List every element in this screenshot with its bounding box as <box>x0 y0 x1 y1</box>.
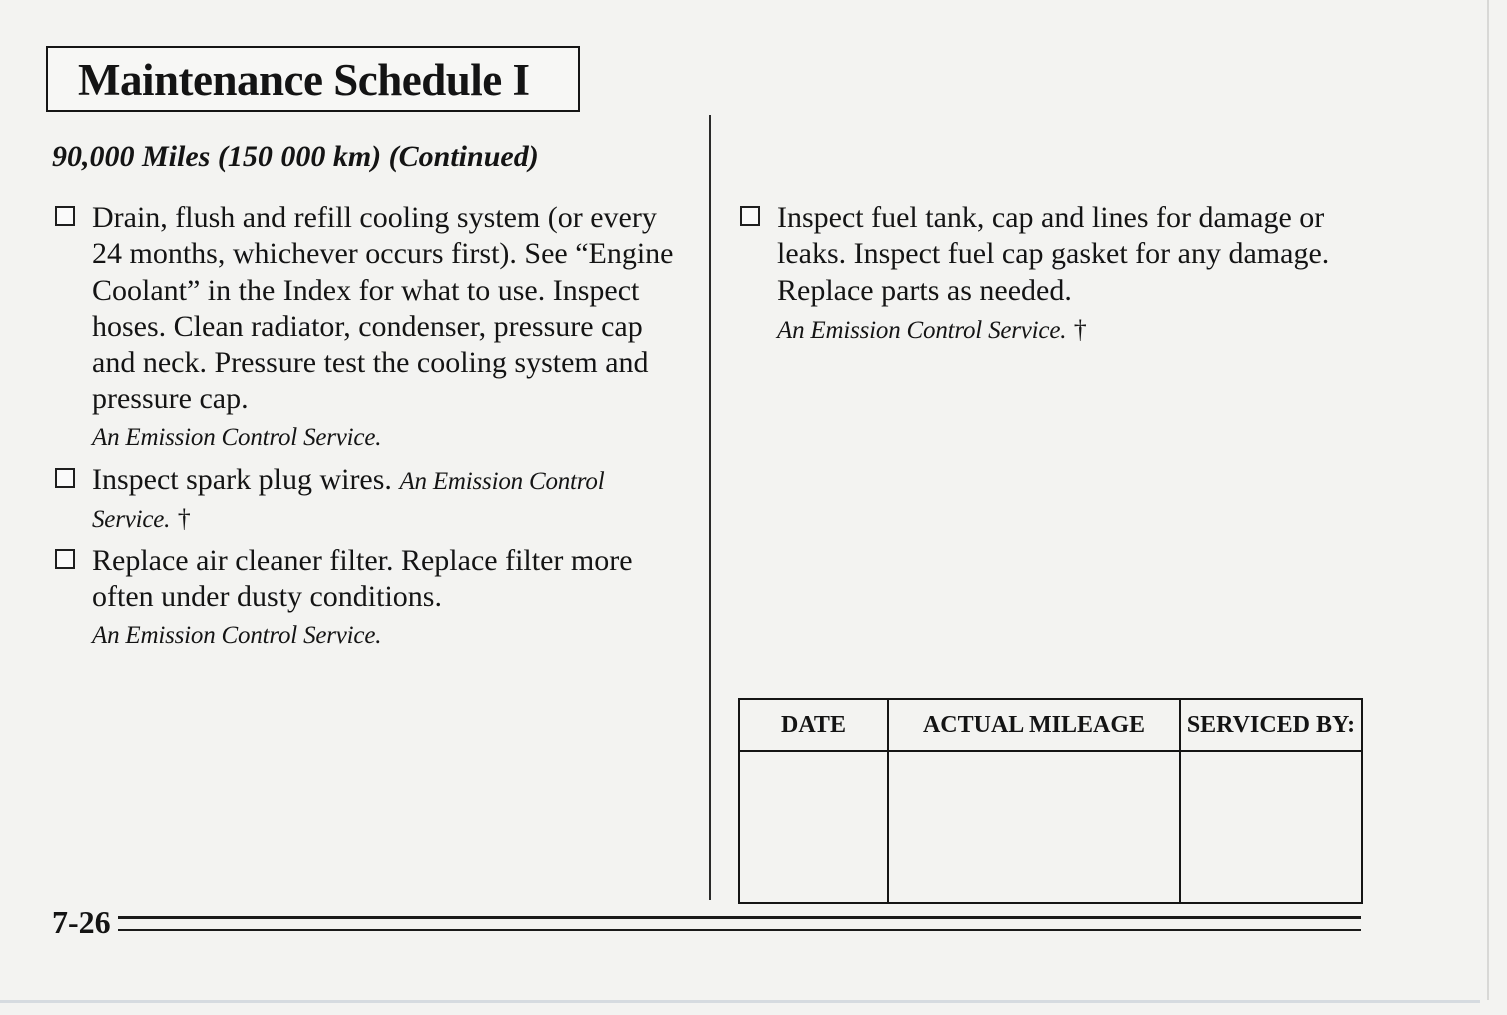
page-number: 7-26 <box>52 904 111 940</box>
service-log-table <box>738 698 1363 904</box>
section-heading: 90,000 Miles (150 000 km) (Continued) <box>52 140 539 173</box>
column-header-date: DATE <box>739 699 888 751</box>
emission-note: An Emission Control Service. <box>777 316 1067 344</box>
actual-mileage-cell[interactable] <box>888 751 1180 903</box>
serviced-by-cell[interactable] <box>1180 751 1362 903</box>
column-header-serviced-by: SERVICED BY: <box>1180 699 1362 751</box>
page-edge-bottom <box>0 1000 1480 1003</box>
emission-note: An Emission Control Service. <box>92 621 382 649</box>
dagger-mark: † <box>177 504 191 534</box>
item-text: Inspect spark plug wires. <box>92 463 392 496</box>
emission-note: An Emission Control Service. <box>92 468 605 534</box>
table-row <box>739 751 1362 903</box>
item-text: Replace air cleaner filter. Replace filter more often under dusty conditions. <box>92 544 633 614</box>
title-box <box>46 46 580 112</box>
column-header-actual-mileage: ACTUAL MILEAGE <box>888 699 1180 751</box>
checkbox[interactable] <box>55 549 75 569</box>
date-cell[interactable] <box>739 751 888 903</box>
table-header-row <box>739 699 1362 751</box>
dagger-mark: † <box>1073 314 1087 344</box>
footer-rule <box>118 916 1361 919</box>
checkbox[interactable] <box>55 206 75 226</box>
checkbox[interactable] <box>740 206 760 226</box>
footer-rule <box>118 929 1361 931</box>
checkbox[interactable] <box>55 468 75 488</box>
item-text: Drain, flush and refill cooling system (or every 24 months, whichever occurs first). See “Engine Coolant” in the Index for what to use. Inspect hoses. Clean radiator, condenser, pressure cap and neck. Pressure test the cooling system and pressure cap. <box>92 201 674 416</box>
page-edge <box>1487 0 1489 1000</box>
emission-note: An Emission Control Service. <box>92 423 382 451</box>
page-title: Maintenance Schedule I <box>78 55 530 105</box>
column-divider <box>709 115 711 900</box>
item-text: Inspect fuel tank, cap and lines for damage or leaks. Inspect fuel cap gasket for any damage. Replace parts as needed. <box>777 201 1330 307</box>
